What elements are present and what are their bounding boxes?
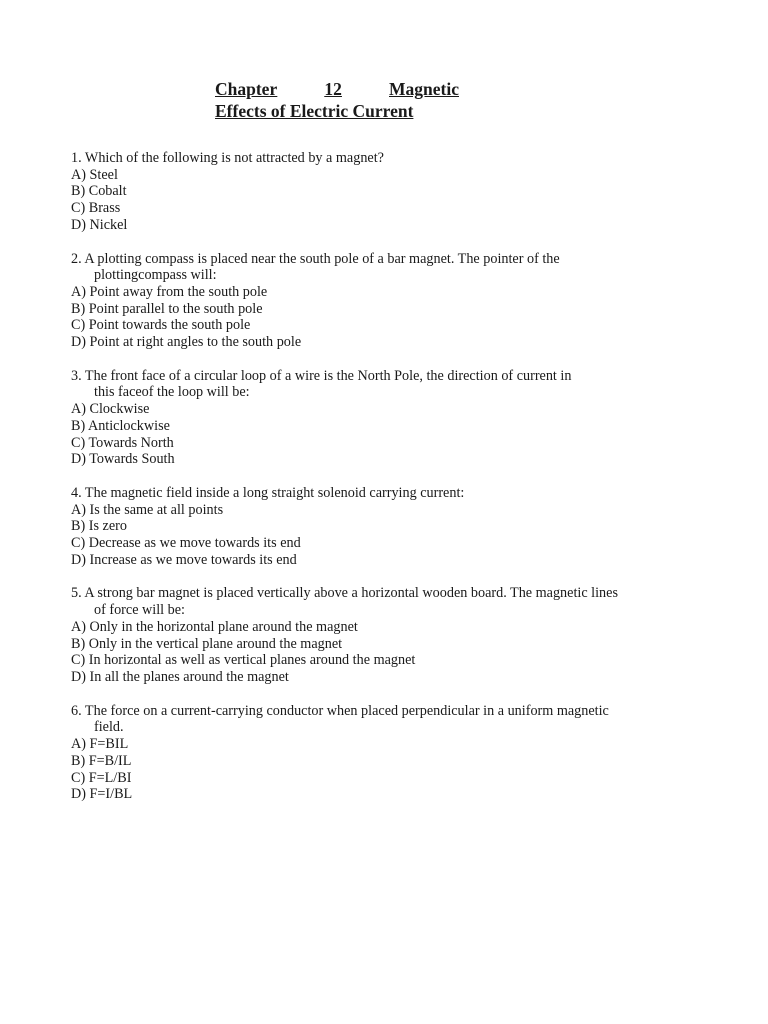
question-stem: [71, 585, 622, 602]
question-6: [71, 703, 622, 803]
option-c: C) Towards North: [71, 434, 174, 451]
question-text: . The force on a current-carrying conductor when placed perpendicular in a uniform magnetic: [78, 702, 609, 719]
option-c: C) In horizontal as well as vertical planes around the magnet: [71, 652, 416, 669]
question-stem: [71, 251, 622, 268]
question-number: 4: [71, 484, 79, 501]
option-d: D) Towards South: [71, 451, 175, 468]
question-text: . The front face of a circular loop of a wire is the North Pole, the direction of current in: [78, 367, 572, 384]
option-b: B) F=B/IL: [71, 752, 132, 769]
chapter-title-line-1: [215, 78, 459, 100]
option-c: C) Brass: [71, 200, 121, 217]
option-b: B) Anticlockwise: [71, 417, 170, 434]
option-d: D) Increase as we move towards its end: [71, 551, 297, 568]
option-c: C) Decrease as we move towards its end: [71, 535, 301, 552]
chapter-number: 12: [324, 79, 342, 99]
chapter-title: [215, 78, 459, 122]
question-4: [71, 485, 622, 569]
question-text: . The magnetic field inside a long straight solenoid carrying current:: [78, 484, 465, 501]
question-stem-continuation: this faceof the loop will be:: [94, 384, 250, 401]
question-text: . Which of the following is not attracted by a magnet?: [78, 150, 384, 166]
question-stem-continuation: field.: [94, 719, 124, 736]
question-stem: [71, 485, 622, 502]
question-5: [71, 585, 622, 685]
question-number: 3: [71, 367, 79, 384]
question-number: 5: [71, 585, 79, 602]
option-a: A) Clockwise: [71, 401, 150, 418]
question-list: [71, 150, 622, 820]
option-a: A) Only in the horizontal plane around the magnet: [71, 618, 358, 635]
chapter-topic-word: Magnetic: [389, 79, 459, 99]
question-stem: [71, 703, 622, 720]
option-a: A) F=BIL: [71, 736, 129, 753]
option-b: B) Point parallel to the south pole: [71, 300, 263, 317]
option-c: C) Point towards the south pole: [71, 317, 251, 334]
option-d: D) F=I/BL: [71, 786, 133, 803]
question-number: 6: [71, 702, 79, 719]
option-d: D) Point at right angles to the south pole: [71, 334, 302, 351]
question-stem: [71, 150, 622, 167]
question-stem-continuation: of force will be:: [94, 602, 185, 619]
option-b: B) Only in the vertical plane around the magnet: [71, 635, 343, 652]
option-c: C) F=L/BI: [71, 769, 132, 786]
question-text: . A strong bar magnet is placed vertically above a horizontal wooden board. The magnetic lines: [78, 585, 618, 602]
option-a: A) Point away from the south pole: [71, 283, 268, 300]
question-3: [71, 368, 622, 468]
option-b: B) Cobalt: [71, 183, 127, 200]
question-1: [71, 150, 622, 234]
question-stem: [71, 368, 622, 385]
question-stem-continuation: plottingcompass will:: [94, 267, 217, 284]
question-number: 1: [71, 150, 79, 166]
option-a: A) Steel: [71, 166, 118, 183]
chapter-word: Chapter: [215, 79, 278, 99]
question-2: [71, 251, 622, 351]
option-b: B) Is zero: [71, 518, 127, 535]
question-number: 2: [71, 250, 79, 267]
option-d: D) Nickel: [71, 216, 128, 233]
question-text: . A plotting compass is placed near the south pole of a bar magnet. The pointer of the: [78, 250, 560, 267]
chapter-title-line-2: Effects of Electric Current: [215, 101, 414, 121]
option-a: A) Is the same at all points: [71, 501, 224, 518]
option-d: D) In all the planes around the magnet: [71, 668, 289, 685]
